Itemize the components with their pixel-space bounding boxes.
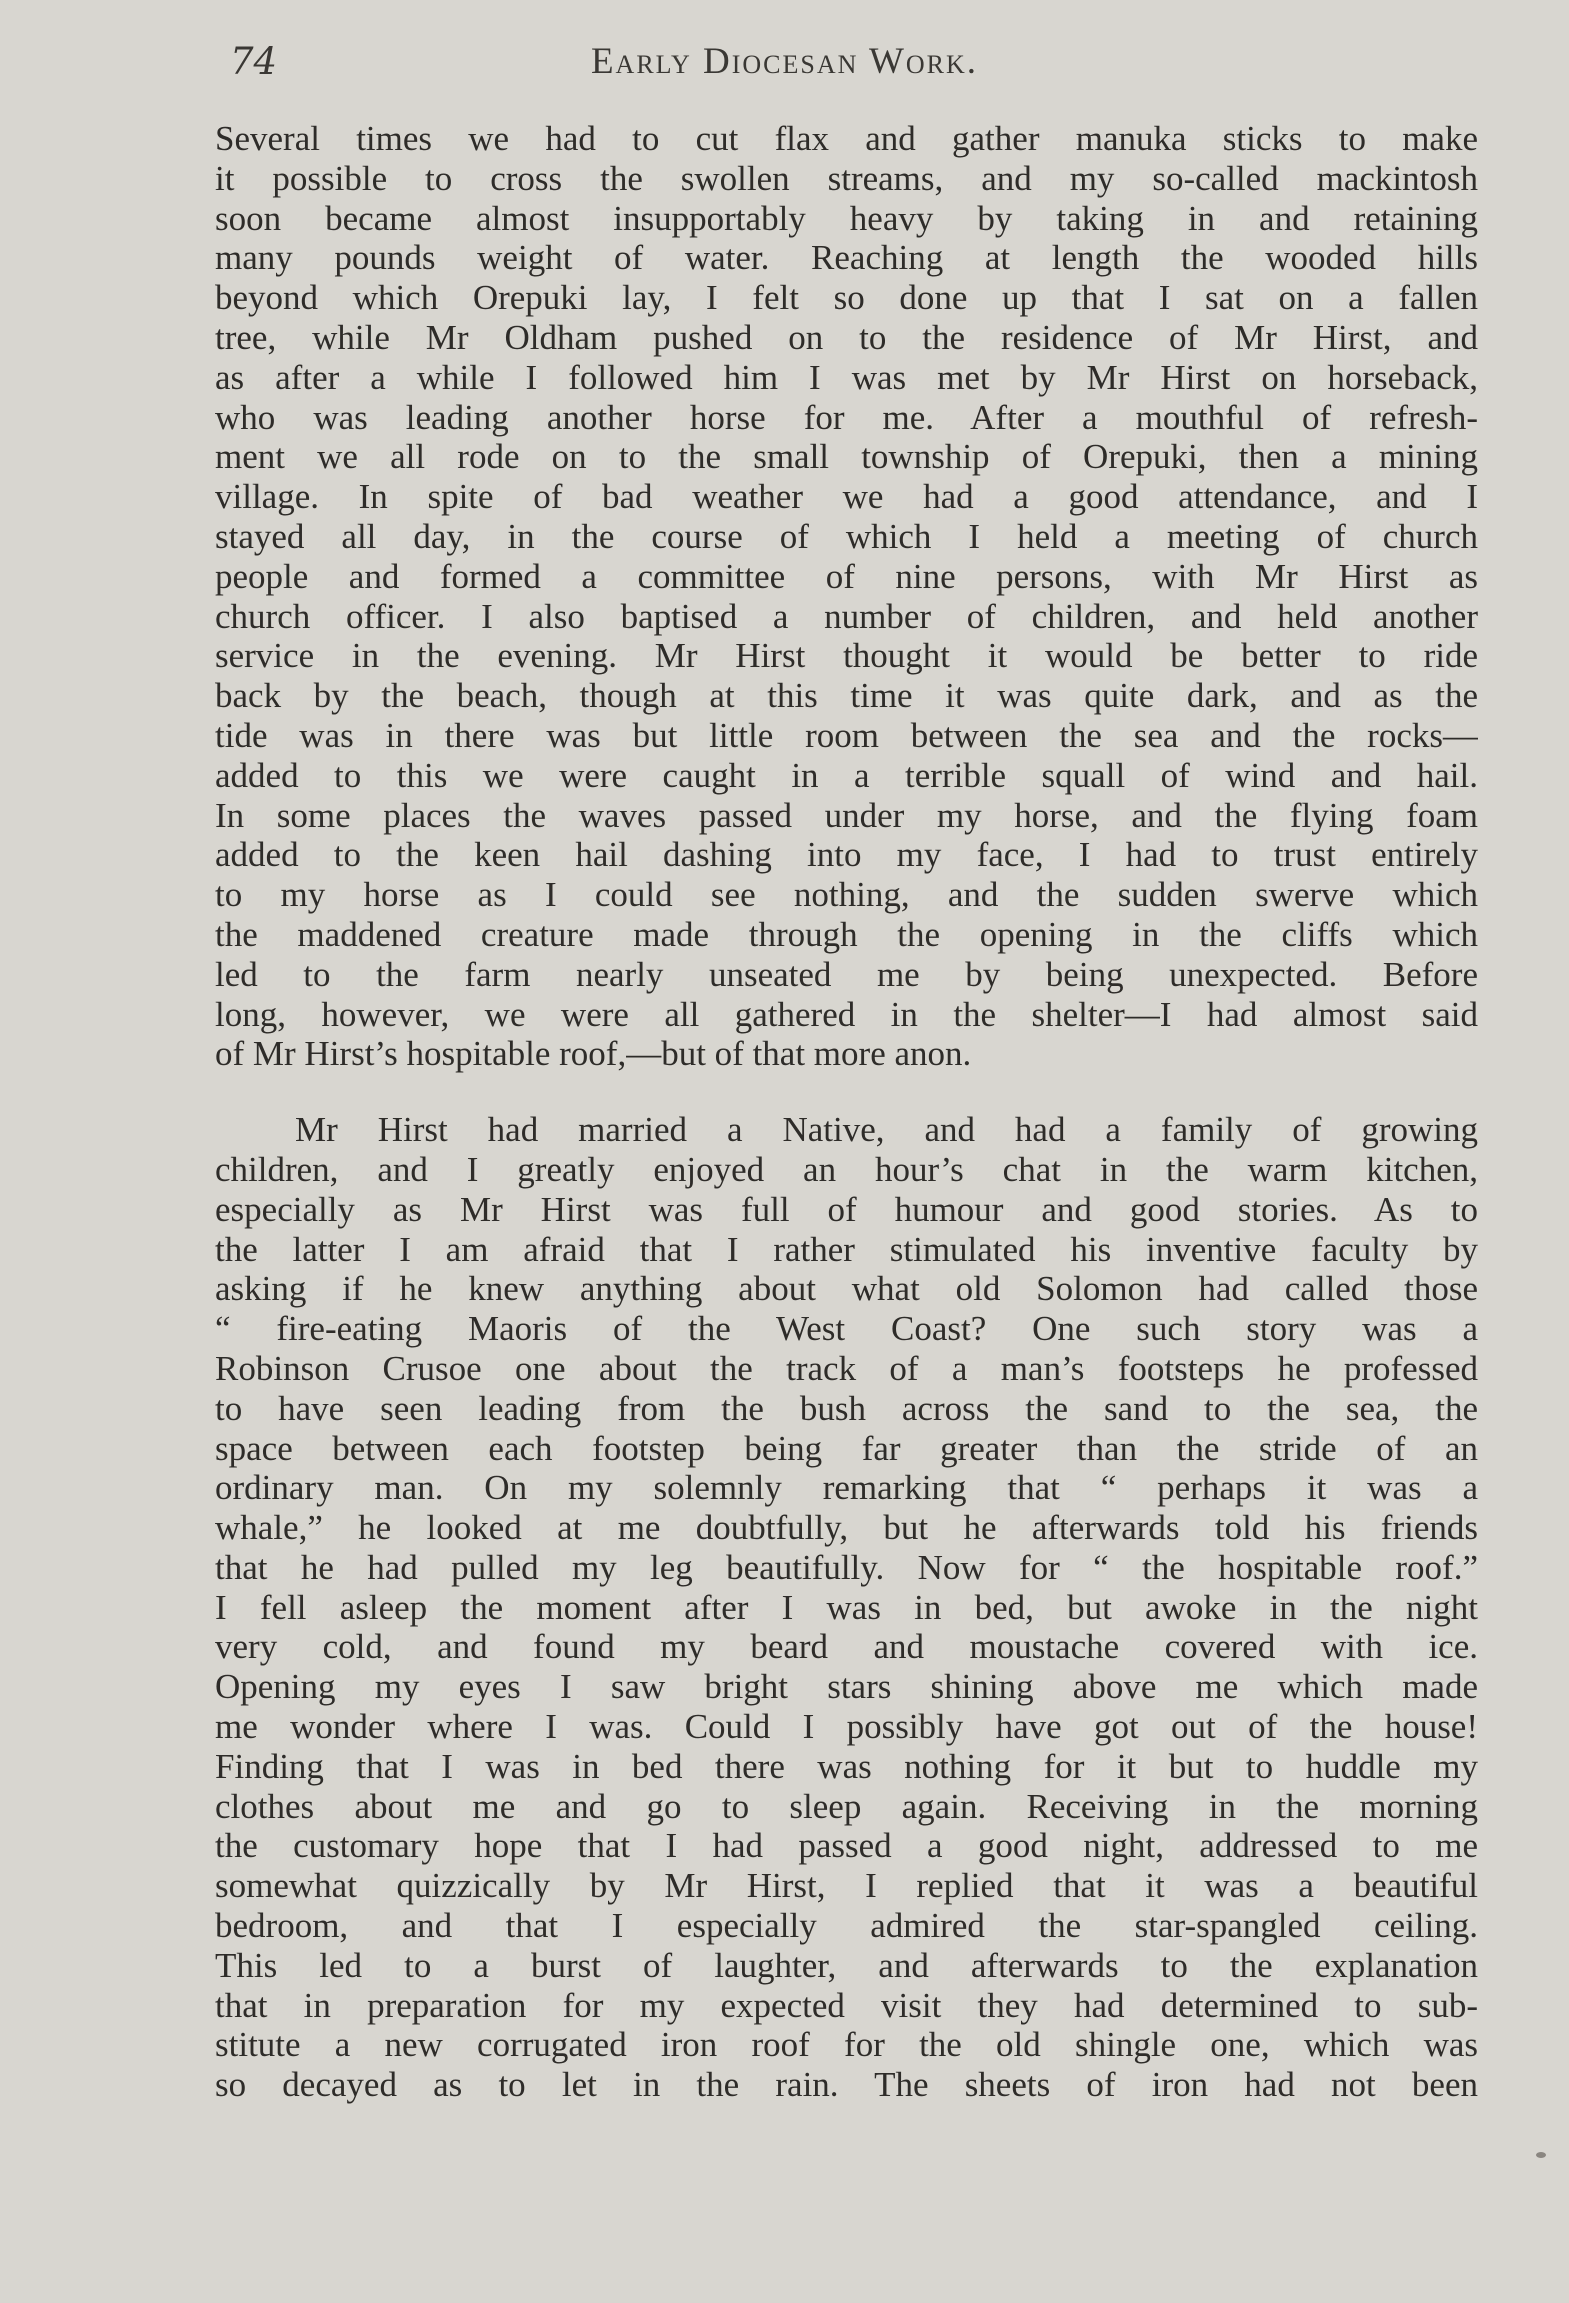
text-line: church officer. I also baptised a number of children, and held another: [215, 596, 1478, 636]
text-line: “ fire-eating Maoris of the West Coast? One such story was a: [215, 1309, 1478, 1349]
text-line: that in preparation for my expected visit they had determined to sub-: [215, 1985, 1478, 2025]
text-line: who was leading another horse for me. After a mouthful of refresh-: [215, 397, 1478, 437]
text-line: the maddened creature made through the opening in the cliffs which: [215, 914, 1478, 954]
text-line: children, and I greatly enjoyed an hour’s chat in the warm kitchen,: [215, 1149, 1478, 1189]
text-line: whale,” he looked at me doubtfully, but he afterwards told his friends: [215, 1508, 1478, 1548]
text-line: ment we all rode on to the small township of Orepuki, then a mining: [215, 437, 1478, 477]
paragraph: [215, 119, 1478, 1074]
text-line: as after a while I followed him I was met by Mr Hirst on horseback,: [215, 357, 1478, 397]
text-line: Finding that I was in bed there was nothing for it but to huddle my: [215, 1746, 1478, 1786]
text-line: added to this we were caught in a terrible squall of wind and hail.: [215, 755, 1478, 795]
text-line: to my horse as I could see nothing, and the sudden swerve which: [215, 875, 1478, 915]
text-line: I fell asleep the moment after I was in bed, but awoke in the night: [215, 1587, 1478, 1627]
text-line: the latter I am afraid that I rather stimulated his inventive faculty by: [215, 1229, 1478, 1269]
text-line: clothes about me and go to sleep again. Receiving in the morning: [215, 1786, 1478, 1826]
text-line: tide was in there was but little room between the sea and the rocks—: [215, 715, 1478, 755]
text-line: Opening my eyes I saw bright stars shining above me which made: [215, 1667, 1478, 1707]
text-line: This led to a burst of laughter, and afterwards to the explanation: [215, 1945, 1478, 1985]
text-line: many pounds weight of water. Reaching at length the wooded hills: [215, 238, 1478, 278]
text-line: In some places the waves passed under my horse, and the flying foam: [215, 795, 1478, 835]
text-line: stitute a new corrugated iron roof for the old shingle one, which was: [215, 2025, 1478, 2065]
text-line: beyond which Orepuki lay, I felt so done up that I sat on a fallen: [215, 278, 1478, 318]
text-line: so decayed as to let in the rain. The sheets of iron had not been: [215, 2065, 1478, 2105]
text-line: long, however, we were all gathered in the shelter—I had almost said: [215, 994, 1478, 1034]
text-line: Several times we had to cut flax and gather manuka sticks to make: [215, 119, 1478, 158]
text-line: it possible to cross the swollen streams, and my so-called mackintosh: [215, 158, 1478, 198]
text-line: the customary hope that I had passed a good night, addressed to me: [215, 1826, 1478, 1866]
text-line: tree, while Mr Oldham pushed on to the residence of Mr Hirst, and: [215, 317, 1478, 357]
text-line: bedroom, and that I especially admired the star-spangled ceiling.: [215, 1906, 1478, 1946]
text-line: space between each footstep being far greater than the stride of an: [215, 1428, 1478, 1468]
text-line: to have seen leading from the bush across the sand to the sea, the: [215, 1388, 1478, 1428]
paragraph-gap: [215, 1074, 1478, 1110]
body-text: [215, 119, 1478, 2105]
text-line: people and formed a committee of nine persons, with Mr Hirst as: [215, 556, 1478, 596]
ink-smudge: [1536, 2152, 1546, 2158]
running-head: Early Diocesan Work.: [590, 41, 979, 82]
text-line: Mr Hirst had married a Native, and had a family of growing: [295, 1110, 1478, 1150]
text-line: of Mr Hirst’s hospitable roof,—but of that more anon.: [215, 1034, 972, 1074]
text-line: service in the evening. Mr Hirst thought it would be better to ride: [215, 636, 1478, 676]
text-line: asking if he knew anything about what old Solomon had called those: [215, 1269, 1478, 1309]
text-line: me wonder where I was. Could I possibly have got out of the house!: [215, 1707, 1478, 1747]
paragraph: [215, 1110, 1478, 2105]
page-number: 74: [230, 40, 278, 83]
text-line: stayed all day, in the course of which I held a meeting of church: [215, 516, 1478, 556]
text-line: very cold, and found my beard and moustache covered with ice.: [215, 1627, 1478, 1667]
text-line: led to the farm nearly unseated me by being unexpected. Before: [215, 954, 1478, 994]
text-line: Robinson Crusoe one about the track of a man’s footsteps he professed: [215, 1348, 1478, 1388]
text-line: added to the keen hail dashing into my face, I had to trust entirely: [215, 835, 1478, 875]
text-line: back by the beach, though at this time it was quite dark, and as the: [215, 676, 1478, 716]
text-line: soon became almost insupportably heavy by taking in and retaining: [215, 198, 1478, 238]
text-line: that he had pulled my leg beautifully. Now for “ the hospitable roof.”: [215, 1547, 1478, 1587]
text-line: ordinary man. On my solemnly remarking that “ perhaps it was a: [215, 1468, 1478, 1508]
text-line: somewhat quizzically by Mr Hirst, I replied that it was a beautiful: [215, 1866, 1478, 1906]
text-line: village. In spite of bad weather we had a good attendance, and I: [215, 477, 1478, 517]
text-line: especially as Mr Hirst was full of humour and good stories. As to: [215, 1189, 1478, 1229]
